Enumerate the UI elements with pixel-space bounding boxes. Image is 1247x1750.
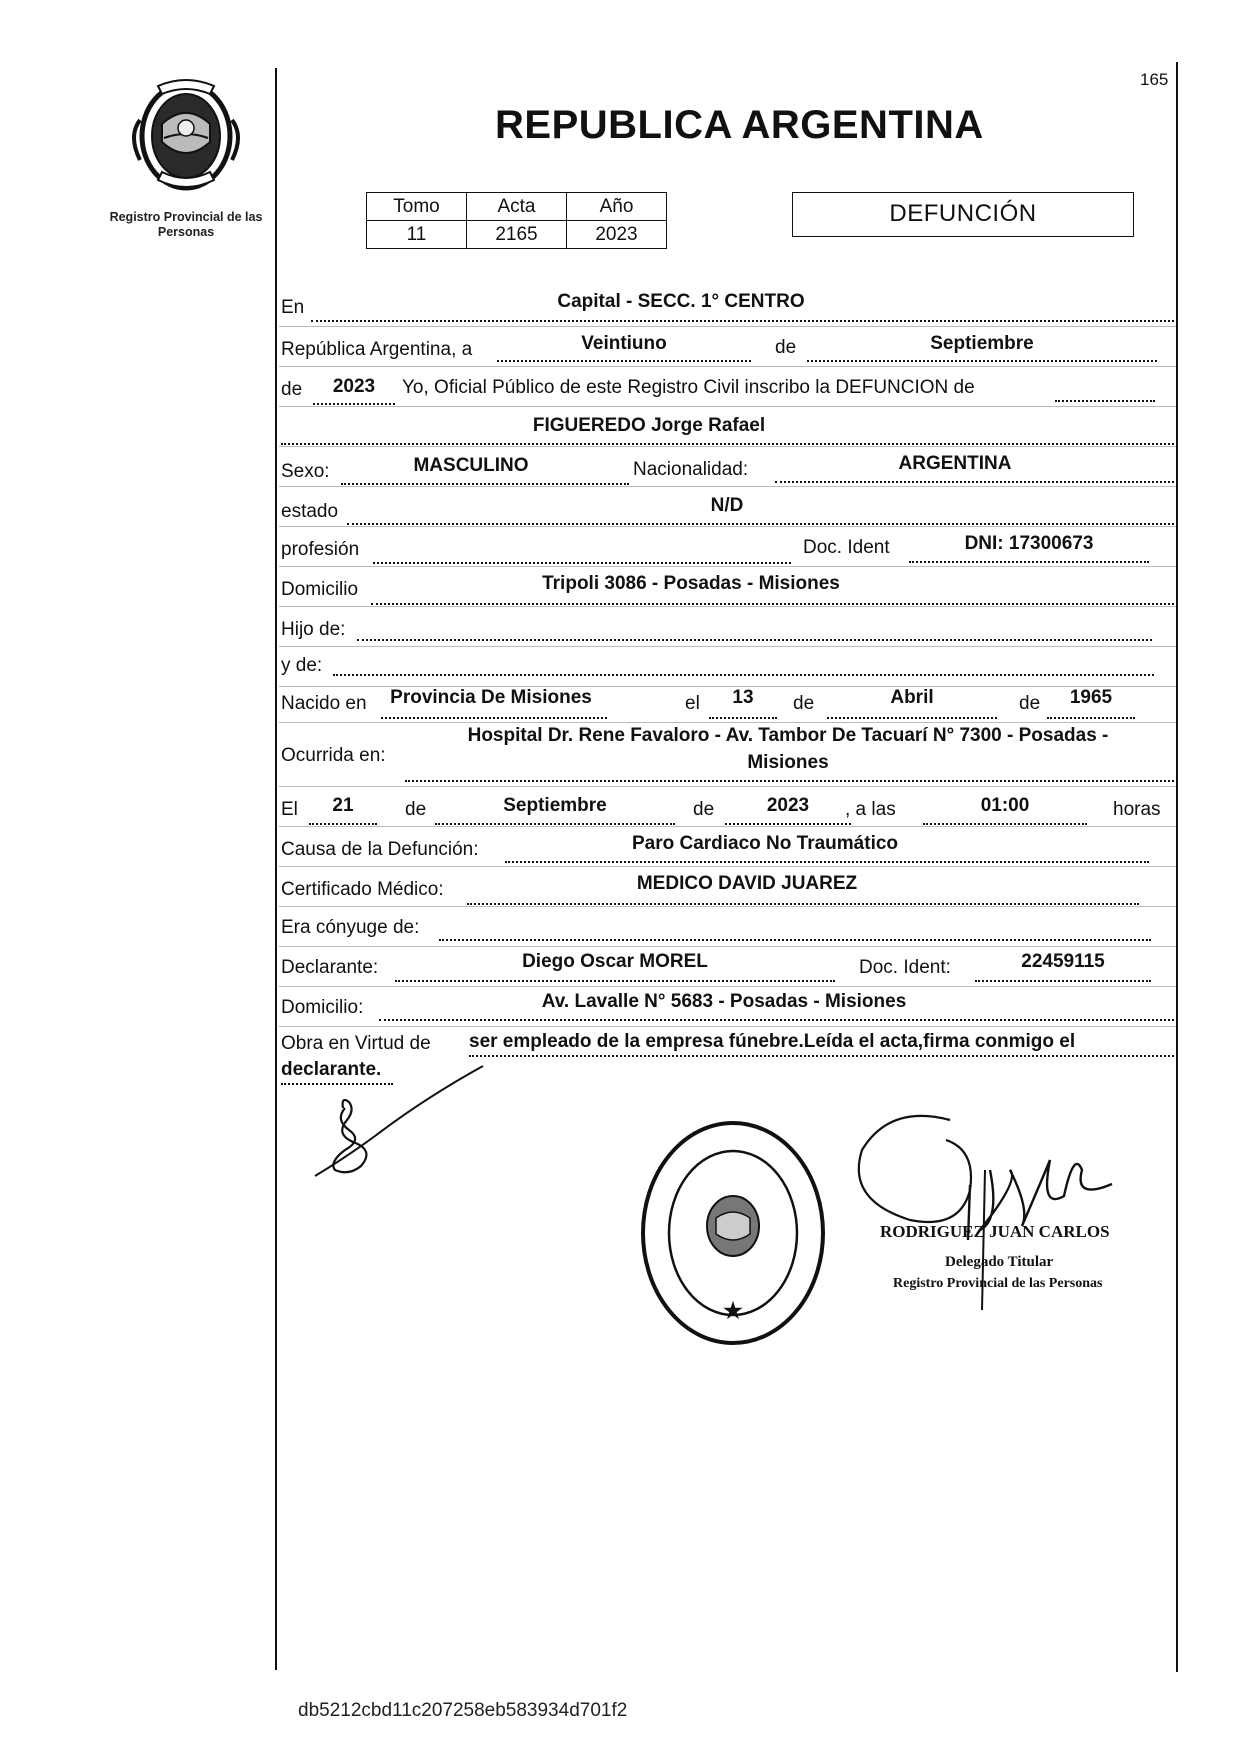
registry-caption: Registro Provincial de las Personas <box>109 210 263 239</box>
label-domicilio-declarante: Domicilio: <box>281 997 364 1018</box>
signer-name: RODRIGUEZ JUAN CARLOS <box>880 1222 1110 1241</box>
value-doc-ident-declarante: 22459115 <box>1021 951 1105 972</box>
value-sexo: MASCULINO <box>413 455 529 476</box>
row-y-de <box>279 647 1176 687</box>
ref-header-anio: Año <box>567 193 667 221</box>
dotted-line <box>381 717 607 719</box>
label-el: El <box>281 799 298 820</box>
label-en: En <box>281 297 305 318</box>
dotted-line <box>1047 717 1135 719</box>
official-seal-stamp <box>638 1118 828 1348</box>
row-declarante <box>279 947 1176 987</box>
ref-header-tomo: Tomo <box>367 193 467 221</box>
label-doc-ident-declarante: Doc. Ident: <box>859 957 951 978</box>
dotted-line <box>467 903 1139 905</box>
ref-value-acta: 2165 <box>467 221 567 249</box>
value-anio-defuncion: 2023 <box>766 795 810 816</box>
row-nacido <box>279 683 1176 723</box>
value-year-acta: 2023 <box>332 376 376 397</box>
value-en: Capital - SECC. 1° CENTRO <box>557 291 805 312</box>
dotted-line <box>923 823 1087 825</box>
row-causa <box>279 827 1176 867</box>
page-number: 165 <box>1140 70 1169 89</box>
document-title: REPUBLICA ARGENTINA <box>495 103 984 147</box>
ref-header-acta: Acta <box>467 193 567 221</box>
dotted-line <box>395 980 835 982</box>
value-dia-defuncion: 21 <box>332 795 354 816</box>
inscripcion-text: Yo, Oficial Público de este Registro Civil inscribo la DEFUNCION de <box>402 377 975 398</box>
label-nacido-en: Nacido en <box>281 693 367 714</box>
dotted-line <box>309 823 377 825</box>
label-de: de <box>405 799 427 820</box>
value-anio-nacimiento: 1965 <box>1069 687 1113 708</box>
dotted-line <box>281 443 1174 445</box>
provincial-shield-logo <box>118 72 254 198</box>
label-sexo: Sexo: <box>281 461 330 482</box>
row-en <box>279 287 1176 327</box>
value-doc-ident: DNI: 17300673 <box>964 533 1094 554</box>
value-causa: Paro Cardiaco No Traumático <box>631 833 899 854</box>
dotted-line <box>341 483 629 485</box>
signer-organization: Registro Provincial de las Personas <box>893 1276 1103 1291</box>
value-lugar-nacimiento: Provincia De Misiones <box>390 687 592 708</box>
label-conyuge: Era cónyuge de: <box>281 917 420 938</box>
label-obra: Obra en Virtud de <box>281 1033 431 1054</box>
dotted-line <box>775 481 1174 483</box>
row-fecha-acta <box>279 327 1176 367</box>
dotted-line <box>975 980 1151 982</box>
right-margin-rule <box>1176 62 1178 1672</box>
row-sexo-nacionalidad <box>279 447 1176 487</box>
signer-role: Delegado Titular <box>945 1254 1054 1270</box>
value-mes-defuncion: Septiembre <box>503 795 607 816</box>
dotted-line <box>357 639 1152 641</box>
value-obra-2: declarante. <box>281 1059 382 1080</box>
value-day-acta: Veintiuno <box>581 333 667 354</box>
value-month-acta: Septiembre <box>930 333 1034 354</box>
document-hash: db5212cbd11c207258eb583934d701f2 <box>298 1700 628 1721</box>
row-fecha-defuncion <box>279 787 1176 827</box>
dotted-line <box>709 717 777 719</box>
row-hijo-de <box>279 607 1176 647</box>
row-conyuge <box>279 907 1176 947</box>
declarant-signature <box>305 1058 485 1188</box>
record-type-box: DEFUNCIÓN <box>792 192 1134 237</box>
value-hora-defuncion: 01:00 <box>980 795 1030 816</box>
ref-value-tomo: 11 <box>367 221 467 249</box>
value-domicilio-declarante: Av. Lavalle N° 5683 - Posadas - Misiones <box>541 991 907 1012</box>
row-domicilio-declarante <box>279 987 1176 1027</box>
label-de: de <box>1019 693 1041 714</box>
value-mes-nacimiento: Abril <box>890 687 934 708</box>
row-ocurrida <box>279 723 1176 787</box>
row-inscripcion <box>279 367 1176 407</box>
label-de: de <box>693 799 715 820</box>
label-horas: horas <box>1113 799 1161 820</box>
label-estado: estado <box>281 501 339 522</box>
value-lugar-defuncion-2: Misiones <box>747 752 829 773</box>
label-el: el <box>685 693 700 714</box>
dotted-line <box>311 320 1174 322</box>
row-estado <box>279 487 1176 527</box>
dotted-line <box>497 360 751 362</box>
label-certificado: Certificado Médico: <box>281 879 444 900</box>
value-domicilio: Tripoli 3086 - Posadas - Misiones <box>542 573 840 594</box>
label-declarante: Declarante: <box>281 957 379 978</box>
dotted-line <box>371 603 1174 605</box>
label-a-las: , a las <box>845 799 896 820</box>
dotted-line <box>439 939 1151 941</box>
dotted-line <box>807 360 1157 362</box>
label-domicilio: Domicilio <box>281 579 359 600</box>
value-estado: N/D <box>710 495 744 516</box>
dotted-line <box>505 861 1149 863</box>
label-y-de: y de: <box>281 655 323 676</box>
dotted-line <box>435 823 675 825</box>
label-causa: Causa de la Defunción: <box>281 839 479 860</box>
dotted-line <box>347 523 1174 525</box>
dotted-line <box>827 717 997 719</box>
row-domicilio <box>279 567 1176 607</box>
value-nombre-fallecido: FIGUEREDO Jorge Rafael <box>532 415 766 436</box>
label-ocurrida-en: Ocurrida en: <box>281 745 386 766</box>
label-de: de <box>775 337 797 358</box>
dotted-line <box>725 823 851 825</box>
value-declarante: Diego Oscar MOREL <box>522 951 708 972</box>
label-de: de <box>793 693 815 714</box>
value-certificado: MEDICO DAVID JUAREZ <box>636 873 858 894</box>
value-dia-nacimiento: 13 <box>732 687 754 708</box>
label-de: de <box>281 379 303 400</box>
ref-value-anio: 2023 <box>567 221 667 249</box>
svg-text:★: ★ <box>723 1298 743 1323</box>
dotted-line <box>313 403 395 405</box>
row-nombre <box>279 407 1176 447</box>
label-hijo-de: Hijo de: <box>281 619 346 640</box>
dotted-line <box>469 1055 1174 1057</box>
label-doc-ident: Doc. Ident <box>803 537 890 558</box>
dotted-line <box>909 561 1149 563</box>
record-reference-table <box>366 192 667 249</box>
label-profesion: profesión <box>281 539 360 560</box>
left-margin-rule <box>275 68 277 1670</box>
value-lugar-defuncion-1: Hospital Dr. Rene Favaloro - Av. Tambor De Tacuarí N° 7300 - Posadas - <box>467 725 1109 746</box>
value-nacionalidad: ARGENTINA <box>898 453 1012 474</box>
dotted-line <box>373 562 791 564</box>
row-profesion-doc <box>279 527 1176 567</box>
dotted-line <box>1055 400 1155 402</box>
dotted-line <box>333 674 1154 676</box>
value-obra-1: ser empleado de la empresa fúnebre.Leída el acta,firma conmigo el <box>469 1031 1076 1052</box>
dotted-line <box>379 1019 1174 1021</box>
dotted-line <box>405 780 1174 782</box>
row-certificado <box>279 867 1176 907</box>
label-nacionalidad: Nacionalidad: <box>633 459 749 480</box>
label-fecha-acta: República Argentina, a <box>281 339 473 360</box>
